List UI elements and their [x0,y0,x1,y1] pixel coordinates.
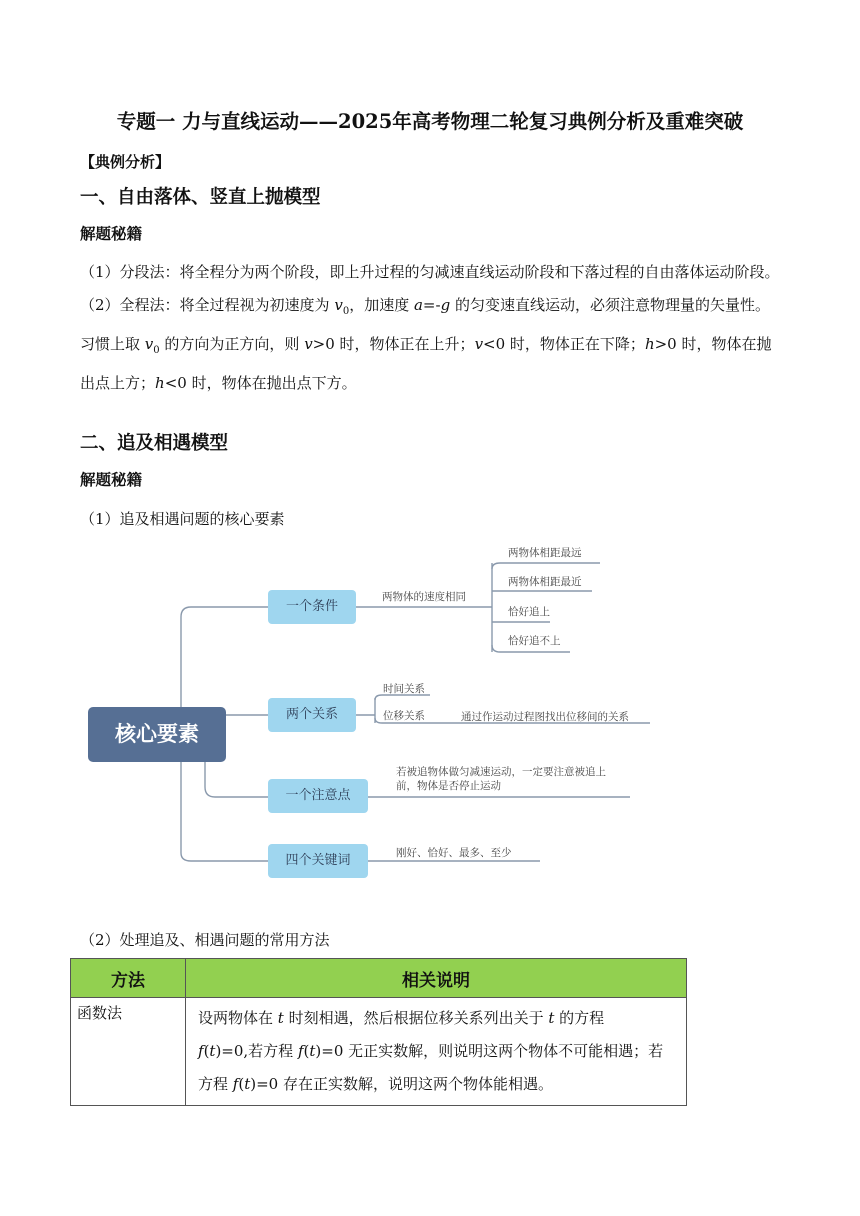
caution-note-line2: 前，物体是否停止运动 [396,780,501,792]
core-node: 核心要素 [88,707,226,762]
leaf-farthest: 两物体相距最远 [508,547,582,559]
page-title: 专题一 力与直线运动——2025年高考物理二轮复习典例分析及重难突破 [116,110,744,133]
branch-caution: 一个注意点 [268,779,368,813]
relation-displacement: 位移关系 [383,710,425,722]
table-row [71,998,687,1106]
method-cell: 函数法 [71,998,186,1106]
leaf-just-miss: 恰好追不上 [508,635,561,647]
methods-table [70,958,687,1106]
relation-note: 通过作运动过程图找出位移间的关系 [461,711,629,723]
method-segment-paragraph: （1）分段法：将全程分为两个阶段，即上升过程的匀减速直线运动阶段和下落过程的自由落体运动阶段。 [80,263,780,281]
section2-subheading: 解题秘籍 [80,470,143,489]
mind-map [80,535,700,895]
leaf-nearest: 两物体相距最近 [508,576,582,588]
branch-condition-note: 两物体的速度相同 [382,591,466,603]
section2-heading: 二、追及相遇模型 [80,433,229,454]
caution-note-line1: 若被追物体做匀减速运动，一定要注意被追上 [396,766,606,778]
header-description: 相关说明 [186,959,687,998]
relation-time: 时间关系 [383,683,425,695]
section-tag: 【典例分析】 [80,153,171,171]
leaf-just-catch: 恰好追上 [508,606,550,618]
method-whole-paragraph: （2）全程法：将全过程视为初速度为 $v_0$，加速度 a=-g 的匀变速直线运动，必须注意物理量的矢量性。习惯上取 $v_0$ 的方向为正方向，则 v>0 时，物体正在上升；v<0 时，物体正在下降；h>0 时，物体在抛出点上方；h<0 时，物体在抛出点下方。 [80,296,772,392]
branch-condition: 一个条件 [268,590,356,624]
branch-keywords: 四个关键词 [268,844,368,878]
methods-caption: （2）处理追及、相遇问题的常用方法 [80,931,330,949]
header-method: 方法 [71,959,186,998]
description-cell: 设两物体在 t 时刻相遇，然后根据位移关系列出关于 t 的方程 f(t)=0,若方程 f(t)=0 无正实数解，则说明这两个物体不可能相遇；若方程 f(t)=0 存在正实数解，说明这两个物体能相遇。 [186,998,687,1106]
section1-heading: 一、自由落体、竖直上抛模型 [80,187,321,208]
branch-relations: 两个关系 [268,698,356,732]
section1-subheading: 解题秘籍 [80,224,143,243]
section1-paragraphs [80,256,780,400]
core-elements-caption: （1）追及相遇问题的核心要素 [80,510,285,528]
table-header-row [71,959,687,998]
keywords-note: 刚好、恰好、最多、至少 [396,847,512,859]
